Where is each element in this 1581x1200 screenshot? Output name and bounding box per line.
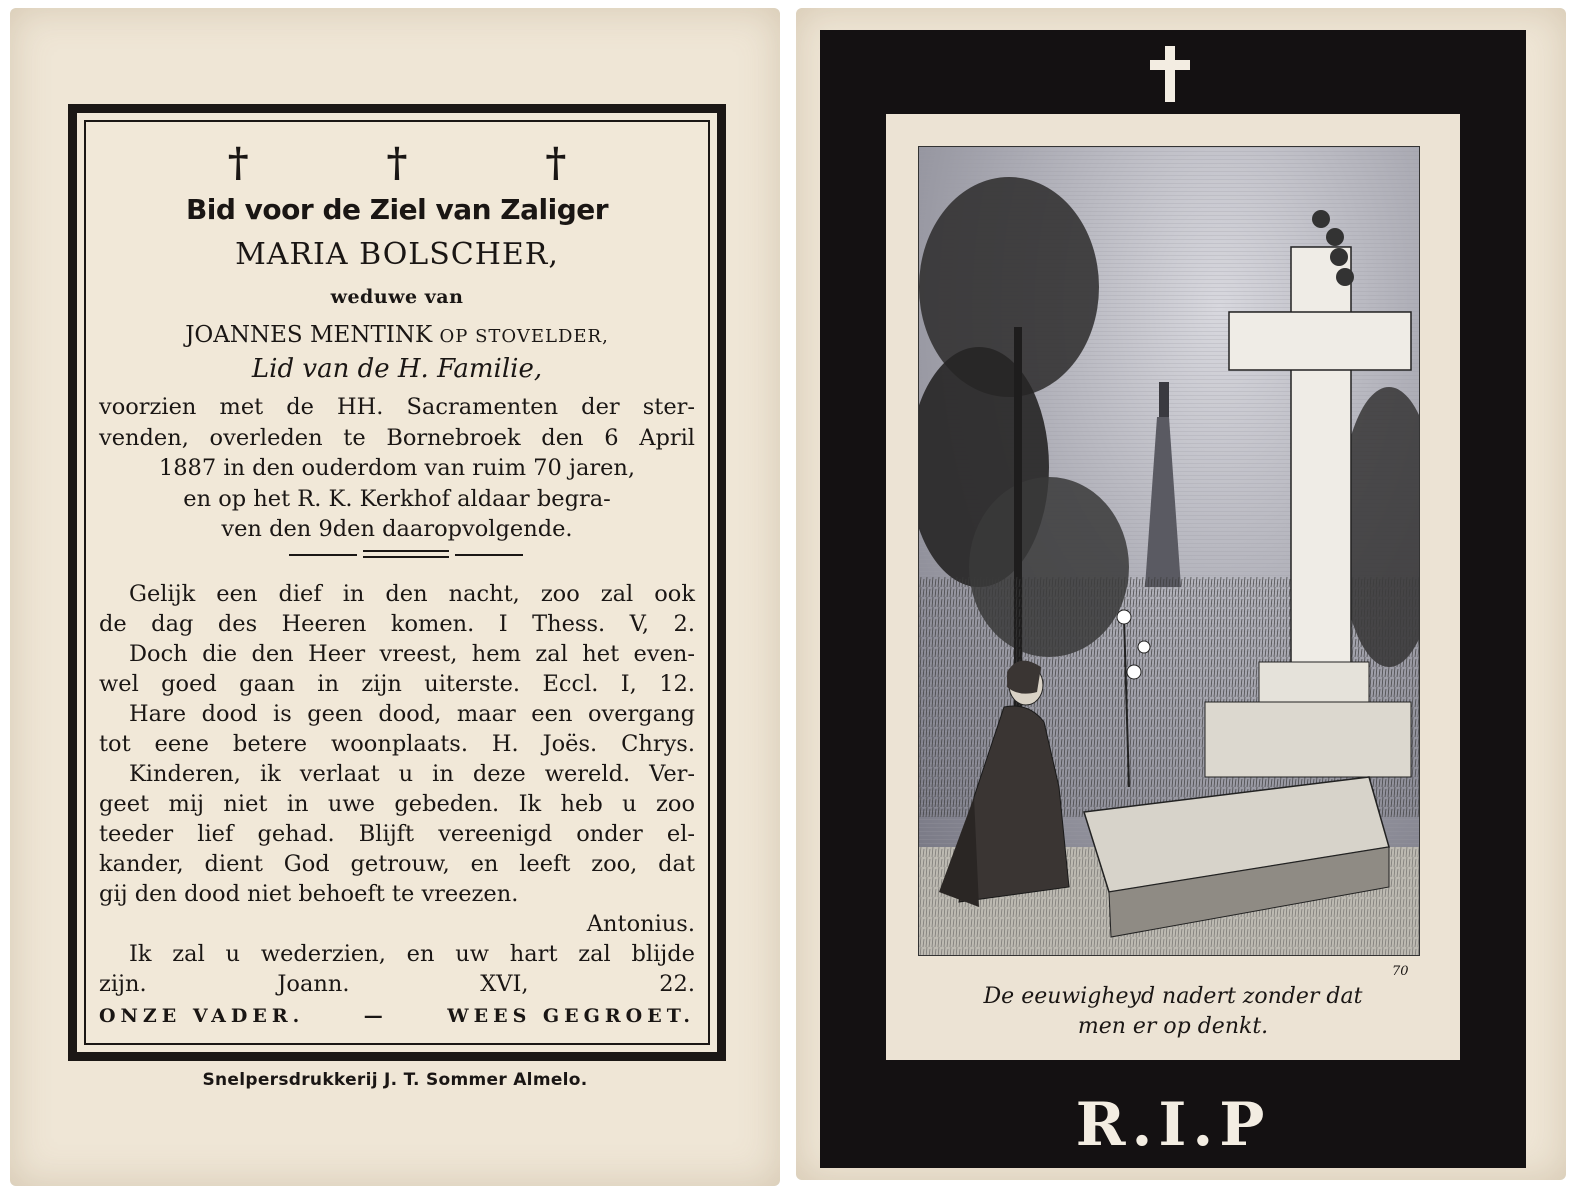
quote-line: Kinderen, ik verlaat u in deze wereld. Ver- <box>129 761 695 787</box>
widow-of-label: weduwe van <box>330 286 464 308</box>
quote-line: Ik zal u wederzien, en uw hart zal blijde <box>129 941 695 967</box>
grave-engraving-image <box>918 146 1420 956</box>
quote-line: Hare dood is geen dood, maar een overgang <box>129 701 695 727</box>
husband-line <box>93 322 701 348</box>
quote-attribution: Antonius. <box>586 911 695 937</box>
deceased-name: MARIA BOLSCHER, <box>235 237 559 272</box>
bio-line: 1887 in den ouderdom van ruim 70 jaren, <box>158 455 636 481</box>
bio-line: ven den 9den daaropvolgende. <box>221 516 573 542</box>
prayer-heading: Bid voor de Ziel van Zaliger <box>185 193 609 226</box>
quote-line: de dag des Heeren komen. I Thess. V, 2. <box>99 611 695 637</box>
cross-icon <box>1148 46 1192 102</box>
engraving-panel <box>886 114 1460 1060</box>
quote-line: teeder lief gehad. Blijft vereenigd onder el- <box>99 821 695 847</box>
membership-line: Lid van de H. Familie, <box>251 354 543 384</box>
husband-name: JOANNES MENTINK <box>185 322 433 348</box>
closing-prayers <box>99 1005 695 1027</box>
prayer-hail-mary: WEES GEGROET. <box>447 1005 695 1027</box>
plate-number: 70 <box>1392 964 1409 979</box>
quote-line: zijn. Joann. XVI, 22. <box>99 971 695 997</box>
prayer-our-father: ONZE VADER. <box>99 1005 305 1027</box>
decorative-divider <box>77 550 717 562</box>
memorial-card-text-side <box>10 8 780 1186</box>
quote-line: Gelijk een dief in den nacht, zoo zal ook <box>129 581 695 607</box>
three-crosses-icon: † † † <box>227 139 629 186</box>
bio-line: voorzien met de HH. Sacramenten der ster- <box>99 394 695 420</box>
quote-line: Doch die den Heer vreest, hem zal het even- <box>129 641 695 667</box>
printer-imprint: Snelpersdrukkerij J. T. Sommer Almelo. <box>202 1070 588 1090</box>
scripture-quotes <box>99 579 695 999</box>
prayer-dash: — <box>363 1005 388 1027</box>
quote-line: kander, dient God getrouw, en leeft zoo, dat <box>99 851 695 877</box>
motto-line-2: men er op denkt. <box>1077 1014 1269 1039</box>
quote-line: geet mij niet in uwe gebeden. Ik heb u zoo <box>99 791 695 817</box>
memorial-card-image-side <box>796 8 1566 1180</box>
biography-paragraph <box>99 392 695 545</box>
bio-line: venden, overleden te Bornebroek den 6 April <box>99 424 695 451</box>
quote-line: wel goed gaan in zijn uiterste. Eccl. I, 12. <box>99 671 695 697</box>
husband-place: OP STOVELDER, <box>439 326 609 347</box>
quote-line: gij den dood niet behoeft te vreezen. <box>99 881 519 907</box>
bio-line: en op het R. K. Kerkhof aldaar begra- <box>183 485 611 512</box>
quote-line: tot eene betere woonplaats. H. Joës. Chrys. <box>99 731 695 757</box>
motto-line-1: De eeuwigheyd nadert zonder dat <box>983 984 1363 1009</box>
mourning-border-frame <box>68 104 726 1061</box>
rip-inscription: R.I.P <box>1075 1090 1271 1160</box>
black-mourning-border <box>820 30 1526 1168</box>
